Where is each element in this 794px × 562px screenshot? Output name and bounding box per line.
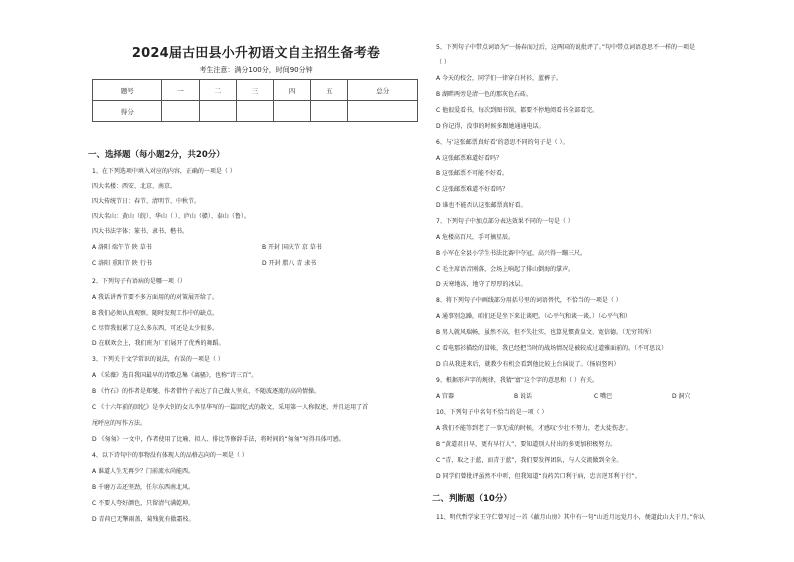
question-line: D 自从我进来后，就教少有机会看到他比较上台演说了。（扬眉竖吗） (436, 361, 620, 368)
question-line: 3、下列关于文学常识的说法，有误的一项是（ ） (92, 356, 224, 363)
question-line: 1、在下列选项中填入对应的内容，正确的一项是（ ） (92, 168, 236, 175)
score-cell: 三 (236, 80, 273, 101)
question-line: B 千磨万击还坚劲，任尔东西南北风。 (92, 484, 195, 491)
question-line: A 今天的校会，同学们一律穿白衬衫，蓝裤子。 (436, 75, 563, 82)
question-line: 四大传统节日：春节、清明节、中秋节。 (92, 198, 201, 205)
question-line: B 湖畔两旁是清一色的那灰色石砖。 (436, 91, 533, 98)
score-blank[interactable] (162, 101, 199, 122)
question-line: 5、下列句子中带点词语为“一扬春而过后，这两国的说批评了。”句中带点词语意思不一样的一项是 (436, 44, 696, 51)
question-line: C 《十六年前的回忆》是李大钊的女儿李星华写的一篇回忆式的散文，采用第一人称叙述，并且运用了首 (92, 404, 369, 411)
question-line: D 青荷已无擎雨盖，菊残犹有傲霜枝。 (92, 516, 195, 523)
question-line: 四大名楼：西安、北京、南京。 (92, 183, 177, 190)
score-row (93, 101, 418, 122)
question-line: C 他很爱看书，每次到图书馆，都要不停地阅看书全部看完。 (436, 107, 599, 114)
option-text: C 洛阳 重阳节 陕 行书 (92, 260, 152, 267)
question-line: 尾呼应的写作方法。 (92, 420, 147, 427)
question-line: 10、下列句子中名句不恰当的是一项（ ） (436, 409, 548, 416)
option-text: B 说话 (514, 393, 533, 400)
score-cell: 得分 (93, 101, 162, 122)
option-text: A 宫器 (436, 393, 455, 400)
question-line: C 尽管我很累了这么多东西，可还是太少很多。 (92, 325, 219, 332)
question-line: A 我们不能等到老了一事无成的时候，才感叹‘少壮不努力，老大徒伤悲’。 (436, 425, 632, 432)
question-line: B 我们必须认真观察，随时发现工作中的缺点。 (92, 310, 219, 317)
question-line: 2、下列句子有语病的是哪一项（） (92, 278, 186, 285)
question-line: C 看电那衫描绘的冒帐，我已经把当时的战场情况是被较成过道雅面前的。（不可思议） (436, 345, 668, 352)
score-blank[interactable] (348, 101, 418, 122)
question-line: D 谁也不能否认这张邮票真好看。 (436, 202, 527, 209)
question-line: C “青，取之于蓝，而青于蓝”，我们要发挥团队，与人交流做到全全。 (436, 457, 623, 464)
question-line: A 《采薇》选自我国最早的诗歌总集《离骚》，也称“诗三百”。 (92, 372, 258, 379)
section-heading: 一、选择题（每小题2分，共20分） (88, 150, 225, 160)
score-cell: 二 (199, 80, 236, 101)
option-text: D 开封 腊八 青 隶书 (262, 260, 317, 267)
exam-notice: 考生注意：满分100分，时间90分钟 (199, 66, 313, 74)
question-line: 11、明代哲学家王守仁曾写过一首《蔽月山房》其中有一句“山近月远觉月小，便道此山大于月。”你认 (436, 514, 705, 521)
score-cell: 一 (162, 80, 199, 101)
score-blank[interactable] (199, 101, 236, 122)
question-line: D 《匆匆》一文中，作者使用了比喻、拟人、排比等修辞手法，将时间的“匆匆”写得具体可感。 (92, 436, 345, 443)
question-line: B “黄道君日早，更有早行人”，要知道别人付出的多更加积极努力。 (436, 441, 617, 448)
question-line: （ ） (436, 59, 450, 66)
question-line: B 小军在全县小学生书法比赛中夺冠，高兴得一蹦三尺。 (436, 250, 587, 257)
question-line: D 同学们曾批评虽然不中听，但我知道“良药苦口利于病，忠言逆耳利于行”。 (436, 473, 641, 480)
question-line: B 男人就风瑞畅，虽然不高，但不失壮实，也算见惯黄皇文、宽信德。（无穷其所） (436, 329, 656, 336)
option-text: C 嘴巴 (594, 393, 613, 400)
question-line: D 天寒地冻，地守了厚厚的冰层。 (436, 281, 527, 288)
question-line: 9、根据形声字的规律，我猜“富”这个字的意思和（ ）有关。 (436, 377, 598, 384)
score-blank[interactable] (236, 101, 273, 122)
question-line: 7、下列句子中加点部分表达效果不同的一句是（ ） (436, 218, 574, 225)
score-blank[interactable] (311, 101, 348, 122)
score-header-row (93, 80, 418, 101)
score-cell: 总分 (348, 80, 418, 101)
score-cell: 题号 (93, 80, 162, 101)
score-table (92, 79, 418, 122)
question-line: A 危楼高百尺，手可摘星辰。 (436, 234, 515, 241)
question-line: A 我话讲香节要不多方面用的的对策展开给了。 (92, 294, 219, 301)
section-heading: 二、判断题（10分） (432, 494, 512, 504)
question-line: B 《竹石》的作者是郑燮，作者借竹子表达了自己做人坚贞、不随波逐流的高尚情操。 (92, 388, 321, 395)
question-line: D 你记得，没事的时候多跟她通通电话。 (436, 123, 545, 130)
question-line: A 通事别急躁，咱们还是坐下来让谈吧。（心平气和谈一谈。）（心平气和） (436, 313, 632, 320)
question-line: 四大书法字体：篆书、隶书、楷书。 (92, 228, 189, 235)
question-line: D 在联欢会上，我们班为厂们展开了优秀的舞蹈。 (92, 340, 225, 347)
question-line: C 毛主席语音刚落，会场上响起了排山倒海的掌声。 (436, 266, 575, 273)
question-line: C 不要人夸好颜色，只留清气满乾坤。 (92, 500, 195, 507)
question-line: A 这张邮票难道好看吗？ (436, 155, 503, 162)
score-cell: 五 (311, 80, 348, 101)
option-text: D 洞穴 (672, 393, 691, 400)
question-line: 6、与‘这张邮票真好看’的意思不同的句子是（ ）。 (436, 139, 569, 146)
question-line: B 这张邮票不可能不好看。 (436, 170, 509, 177)
score-blank[interactable] (274, 101, 311, 122)
question-line: C 这张邮票难道不好看吗？ (436, 186, 509, 193)
option-text: B 开封 国庆节 京 草书 (262, 244, 322, 251)
question-line: A 谁道人生无再少？门前流水尚能西。 (92, 468, 195, 475)
page-title: 2024届古田县小升初语文自主招生备考卷 (131, 46, 381, 61)
option-text: A 洛阳 端午节 陕 草书 (92, 244, 152, 251)
score-cell: 四 (274, 80, 311, 101)
question-line: 8、将下列句子中画线部分用括号里的词语替代，不恰当的一项是（ ） (436, 297, 622, 304)
question-line: 四大名山：黄山（皖）、华山（ ）、庐山（赣）、泰山（鲁）。 (92, 213, 250, 220)
question-line: 4、以下诗句中的事物没有体现人的品格志向的一项是（ ） (92, 452, 248, 459)
